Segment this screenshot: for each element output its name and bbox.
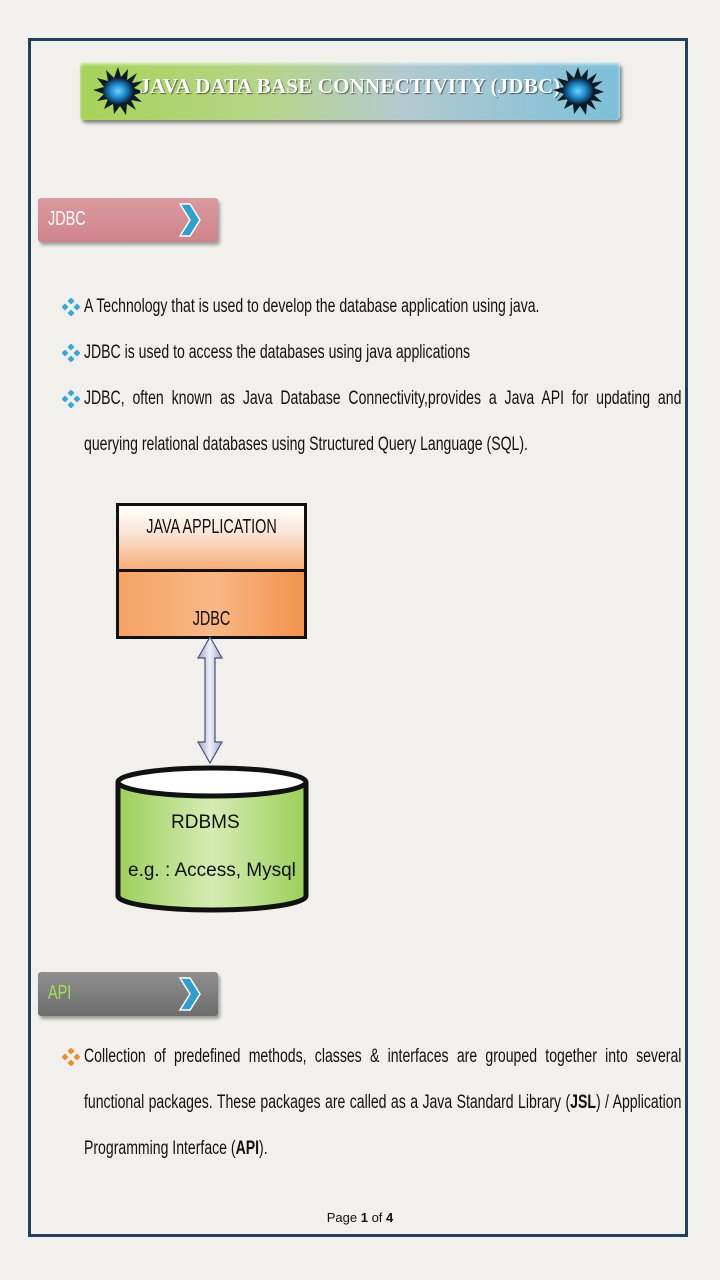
bullet-text: A Technology that is used to develop the database application using java. [84,296,540,317]
jdbc-label: JDBC [192,608,231,630]
diamond-cluster-icon [62,390,80,408]
list-item [62,376,682,468]
java-application-layer [119,506,304,572]
chevron-right-icon [176,198,202,242]
rdbms-label: RDBMS [171,812,240,833]
jdbc-bullet-list [62,284,682,468]
diamond-cluster-icon [62,344,80,362]
list-item [62,330,682,376]
bold-term-api: API [235,1138,260,1159]
bullet-text: JDBC, often known as Java Database Connectivity,provides a Java API for updating and querying relational databases using Structured Query Language (SQL). [84,388,682,455]
document-title: JAVA DATA BASE CONNECTIVITY (JDBC) [139,74,561,98]
section-title: JDBC [48,208,86,230]
page-total: 4 [386,1210,394,1225]
text-run: ) / Application Programming Interface ( [84,1092,682,1159]
bold-term-jsl: JSL [570,1092,596,1113]
diamond-cluster-icon [62,298,80,316]
java-application-box [116,503,307,639]
jdbc-layer [119,572,304,636]
bullet-text [84,1034,681,1172]
starburst-icon [552,67,604,115]
page-prefix: Page [326,1210,361,1225]
page-current: 1 [360,1210,368,1225]
text-run: Collection of predefined methods, classes & interfaces are grouped together into several functional packages. These packages are called as a Java Standard Library ( [84,1046,682,1113]
list-item [62,284,682,330]
diamond-cluster-icon [62,1048,80,1066]
java-application-label: JAVA APPLICATION [146,516,277,538]
title-banner [80,62,620,120]
page-of: of [367,1210,387,1225]
api-bullet-list [62,1034,682,1172]
text-run: ). [259,1138,268,1159]
section-tab-api [38,972,218,1016]
list-item [62,1034,682,1172]
chevron-right-icon [176,972,202,1016]
bullet-text: JDBC is used to access the databases using java applications [84,342,471,363]
section-title: API [48,982,72,1004]
section-tab-jdbc [38,198,218,242]
rdbms-cylinder [112,762,312,914]
double-arrow-icon [196,636,224,764]
page-number [0,1210,720,1225]
rdbms-example: e.g. : Access, Mysql [128,860,296,881]
